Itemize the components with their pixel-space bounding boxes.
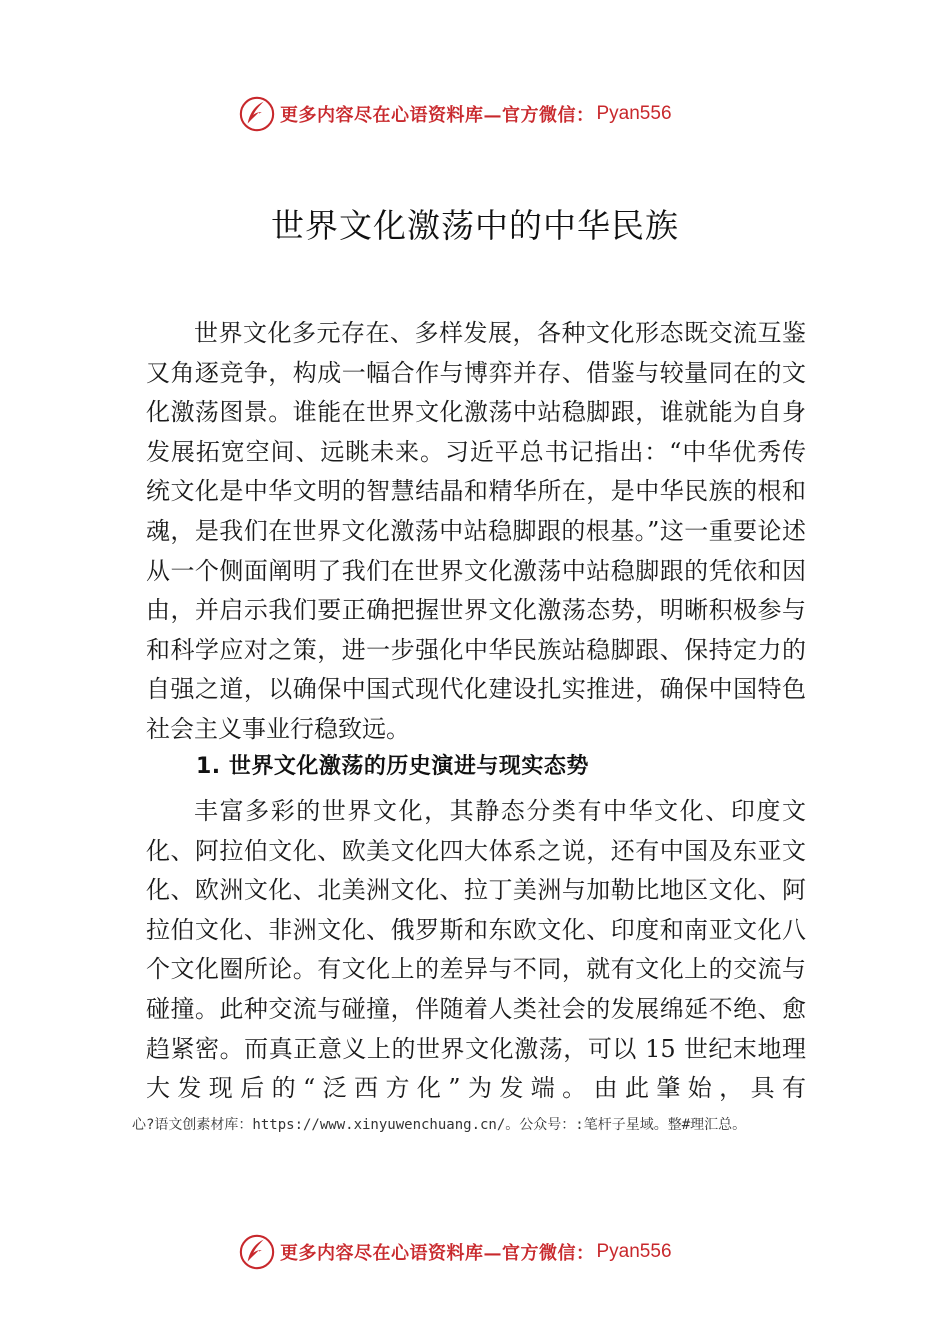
banner-text: 更多内容尽在心语资料库—官方微信： bbox=[280, 1243, 595, 1264]
paragraph-intro: 世界文化多元存在、多样发展，各种文化形态既交流互鉴又角逐竞争，构成一幅合作与博弈并存、借鉴与较量同在的文化激荡图景。谁能在世界文化激荡中站稳脚跟，谁就能为自身发展拓宽空间、远眺未来。习近平总书记指出：“中华优秀传统文化是中华文明的智慧结晶和精华所在，是中华民族的根和魂，是我们在世界文化激荡中站稳脚跟的根基。”这一重要论述从一个侧面阐明了我们在世界文化激荡中站稳脚跟的凭依和因由，并启示我们要正确把握世界文化激荡态势，明晰积极参与和科学应对之策，进一步强化中华民族站稳脚跟、保持定力的自强之道，以确保中国式现代化建设扎实推进，确保中国特色社会主义事业行稳致远。 bbox=[146, 319, 806, 743]
feather-pen-icon bbox=[238, 95, 276, 133]
feather-pen-icon bbox=[238, 1233, 276, 1271]
document-title: 世界文化激荡中的中华民族 bbox=[271, 206, 679, 245]
banner-wechat-id: Pyan556 bbox=[596, 1241, 672, 1262]
footer-banner bbox=[238, 1232, 672, 1272]
banner-wechat-id: Pyan556 bbox=[596, 103, 672, 124]
source-footnote: 心?语文创素材库：https://www.xinyuwenchuang.cn/。公众号：:笔杆子星域。整#理汇总。 bbox=[132, 1117, 747, 1133]
paragraph-section-1: 丰富多彩的世界文化，其静态分类有中华文化、印度文化、阿拉伯文化、欧美文化四大体系之说，还有中国及东亚文化、欧洲文化、北美洲文化、拉丁美洲与加勒比地区文化、阿拉伯文化、非洲文化、俄罗斯和东欧文化、印度和南亚文化八个文化圈所论。有文化上的差异与不同，就有文化上的交流与碰撞。此种交流与碰撞，伴随着人类社会的发展绵延不绝、愈趋紧密。而真正意义上的世界文化激荡，可以 15 世纪末地理大发现后的“泛西方化”为发端。由此肇始，具有 bbox=[146, 797, 806, 1103]
header-banner bbox=[238, 94, 672, 134]
section-heading-1: 1. 世界文化激荡的历史演进与现实态势 bbox=[196, 754, 589, 779]
banner-text: 更多内容尽在心语资料库—官方微信： bbox=[280, 105, 595, 126]
